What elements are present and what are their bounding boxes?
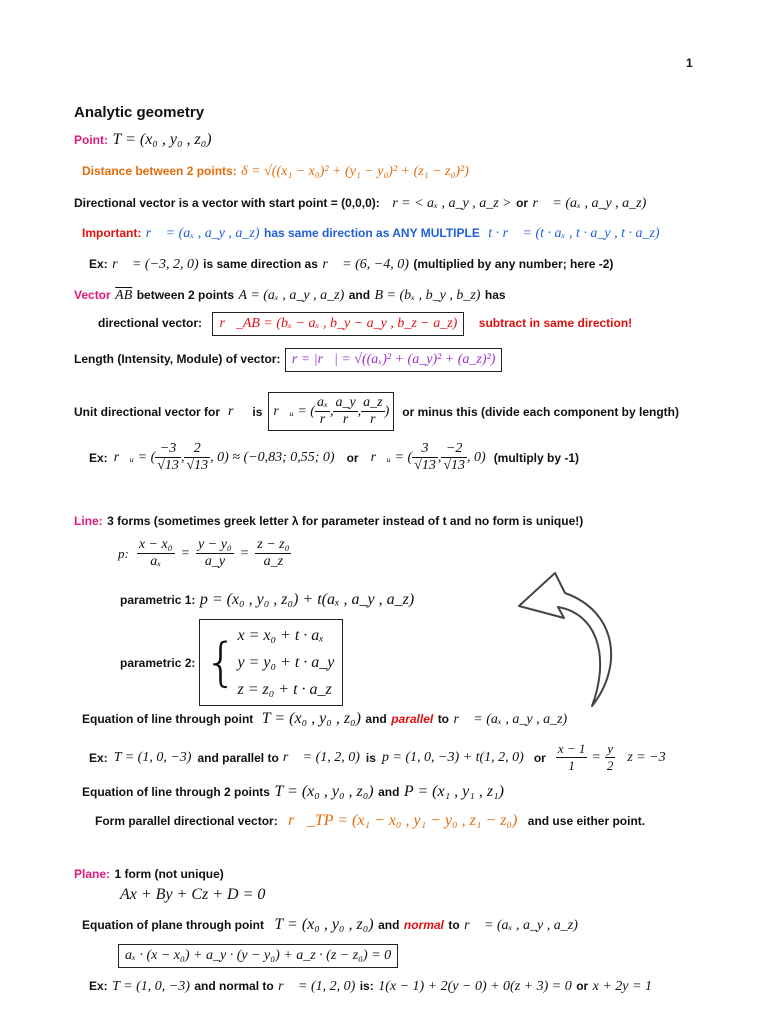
line-p: p: bbox=[118, 545, 129, 561]
point-a: A = (aₓ , a_y , a_z) bbox=[238, 288, 345, 303]
directional-vector-row bbox=[98, 312, 632, 336]
distance-formula: δ = √((x₁ − x₀)² + (y₁ − y₀)² + (z₁ − z₀)²) bbox=[241, 164, 469, 179]
unit-formula-rhs: ) bbox=[384, 403, 390, 419]
ex2-d3: √13 bbox=[414, 458, 436, 473]
line-f3d: a_z bbox=[263, 554, 284, 569]
plane-label: Plane: bbox=[74, 867, 111, 881]
ex2-d2: √13 bbox=[186, 458, 209, 473]
example-4-is: is: bbox=[359, 979, 374, 993]
example-3-text: and parallel to bbox=[197, 750, 279, 765]
ex2-n3: 3 bbox=[412, 441, 438, 458]
directional-formula-1: r = < aₓ , a_y , a_z > bbox=[392, 196, 512, 211]
example-3-result: p = (1, 0, −3) + t(1, 2, 0) bbox=[381, 749, 524, 765]
plane-eq-to: to bbox=[448, 918, 460, 932]
example-2-lhs-2: r⃗ᵤ = ( bbox=[370, 449, 413, 465]
param2-z: z = z₀ + t · a_z bbox=[237, 681, 332, 698]
directional-formula-2: r⃗ = (aₓ , a_y , a_z) bbox=[532, 196, 647, 211]
example-2-or: or bbox=[346, 450, 359, 465]
two-points-P: P = (x₁ , y₁ , z₁) bbox=[403, 783, 504, 800]
line-eq-to: to bbox=[437, 712, 450, 726]
line-frac-1 bbox=[137, 537, 175, 570]
two-points-label: Equation of line through 2 points bbox=[82, 785, 270, 799]
point-row bbox=[74, 131, 212, 149]
unit-den-2: r bbox=[342, 412, 349, 427]
line-f1n: x − x₀ bbox=[138, 537, 173, 552]
unit-formula-box: r⃗ᵤ = ( $\frac{\text{aₓ}}{r}$ , $\frac{a\_y}{r}$ , $\frac{a\_z}{r}$ ) bbox=[268, 392, 394, 431]
point-formula: T = (x₀ , y₀ , z₀) bbox=[112, 131, 212, 148]
form-parallel-formula: r⃗_TP = (x₁ − x₀ , y₁ − y₀ , z₁ − z₀) bbox=[288, 812, 518, 829]
ex2-n4: −2 bbox=[441, 441, 467, 458]
plane-eq-label: Equation of plane through point bbox=[82, 918, 264, 932]
unit-note: or minus this (divide each component by length) bbox=[402, 404, 679, 419]
unit-r: r⃗ bbox=[228, 403, 245, 419]
curved-arrow-icon bbox=[506, 566, 634, 716]
example-3-z: z = −3 bbox=[627, 749, 666, 765]
plane-formula: Ax + By + Cz + D = 0 bbox=[120, 886, 266, 903]
ex2-d4: √13 bbox=[443, 458, 466, 473]
example-2-label: Ex: bbox=[89, 450, 108, 465]
line-f3n: z − z₀ bbox=[257, 537, 290, 552]
brace-glyph: { bbox=[204, 632, 238, 693]
point-b: B = (bₓ , b_y , b_z) bbox=[374, 288, 481, 303]
line-eq-label: Equation of line through point bbox=[82, 712, 254, 726]
plane-row bbox=[74, 865, 224, 883]
line-f2d: a_y bbox=[204, 554, 226, 569]
directional-vector-label: directional vector: bbox=[98, 316, 203, 330]
example-3-eq: = bbox=[591, 749, 601, 765]
example-3-is: is bbox=[365, 750, 376, 765]
vector-row bbox=[74, 286, 506, 304]
example-4-or: or bbox=[576, 979, 589, 993]
page-title: Analytic geometry bbox=[74, 104, 205, 121]
example-1-formula-1: r⃗ = (−3, 2, 0) bbox=[112, 257, 199, 272]
point-label: Point: bbox=[74, 133, 108, 147]
example-4-row bbox=[89, 977, 652, 995]
plane-equation-row bbox=[82, 916, 578, 934]
example-2-frac-1 bbox=[155, 441, 181, 474]
example-3-vector: r⃗ = (1, 2, 0) bbox=[282, 749, 360, 765]
two-points-T: T = (x₀ , y₀ , z₀) bbox=[274, 783, 374, 800]
plane-eq-normal: normal bbox=[403, 918, 444, 932]
subtract-note: subtract in same direction! bbox=[478, 316, 633, 330]
length-formula: r = |r⃗| = √((aₓ)² + (a_y)² + (a_z)²) bbox=[285, 348, 503, 372]
example-2-frac-2 bbox=[184, 441, 210, 474]
directional-row bbox=[74, 194, 646, 212]
example-3-frac-1 bbox=[556, 741, 588, 774]
vector-label: Vector bbox=[74, 288, 111, 302]
example-4-final: x + 2y = 1 bbox=[592, 979, 652, 994]
example-2-frac-3 bbox=[412, 441, 438, 474]
unit-frac-2 bbox=[333, 395, 357, 428]
length-label: Length (Intensity, Module) of vector: bbox=[74, 352, 281, 366]
distance-label: Distance between 2 points: bbox=[82, 164, 237, 178]
example-2-frac-4 bbox=[441, 441, 467, 474]
unit-is: is bbox=[252, 404, 263, 419]
parametric-2-box bbox=[199, 619, 343, 706]
line-eq-and: and bbox=[365, 712, 387, 726]
line-label: Line: bbox=[74, 514, 103, 528]
vector-has: has bbox=[484, 288, 506, 302]
example-1-text-2: (multiplied by any number; here -2) bbox=[413, 257, 614, 271]
unit-frac-1 bbox=[315, 395, 330, 428]
example-4-point: T = (1, 0, −3) bbox=[112, 979, 190, 994]
line-row bbox=[74, 512, 583, 530]
unit-num-2: a_y bbox=[335, 395, 356, 410]
line-equation-row bbox=[82, 710, 567, 728]
important-row bbox=[82, 224, 660, 242]
line-text: 3 forms (sometimes greek letter λ for parameter instead of t and no form is unique!) bbox=[107, 514, 584, 528]
unit-den-1: r bbox=[319, 412, 326, 427]
unit-num-3: a_z bbox=[363, 395, 383, 410]
unit-num-1: aₓ bbox=[316, 395, 328, 410]
example-4-vector: r⃗ = (1, 2, 0) bbox=[278, 979, 356, 994]
directional-text: Directional vector is a vector with start point = (0,0,0): bbox=[74, 196, 380, 210]
plane-eq-and: and bbox=[378, 918, 400, 932]
unit-vector-row bbox=[74, 392, 679, 431]
ex3-gn: y bbox=[605, 741, 616, 758]
line-eq-parallel: parallel bbox=[391, 712, 434, 726]
example-1-text-1: is same direction as bbox=[203, 257, 318, 271]
line-frac-2 bbox=[196, 537, 234, 570]
distance-row bbox=[82, 162, 469, 180]
length-row bbox=[74, 348, 502, 372]
form-parallel-note: and use either point. bbox=[527, 814, 646, 828]
example-4-label: Ex: bbox=[89, 979, 108, 993]
ex2-d1: √13 bbox=[157, 458, 179, 473]
line-symmetric-form: p: $\frac{\text{x − x₀}}{\text{aₓ}}$ = $\frac{\text{y − y₀}}{a\_y}$ = $\frac{\text{z − z₀}}{a\_z}$ bbox=[118, 537, 290, 569]
plane-eq-vector: r⃗ = (aₓ , a_y , a_z) bbox=[464, 918, 578, 933]
two-points-row bbox=[82, 783, 504, 801]
two-points-and: and bbox=[378, 785, 400, 799]
line-frac-3 bbox=[255, 537, 291, 570]
directional-or: or bbox=[516, 196, 529, 210]
line-f2n: y − y₀ bbox=[198, 537, 232, 552]
unit-label: Unit directional vector for bbox=[74, 404, 221, 419]
important-formula-1: r⃗ = (aₓ , a_y , a_z) bbox=[145, 226, 260, 241]
example-2-row: Ex: r⃗ᵤ = ( $\frac{-3}{√13}$ , $\frac{2}{√13}$ , 0) ≈ (−0,83; 0,55; 0) or r⃗ᵤ = ( $\frac{3}{√13}$ , $\frac{-2}{√13}$ , 0) (multiply by -1) bbox=[89, 441, 580, 473]
plane-text: 1 form (not unique) bbox=[114, 867, 224, 881]
param2-y: y = y₀ + t · a_y bbox=[237, 654, 335, 671]
line-eq-vector: r⃗ = (aₓ , a_y , a_z) bbox=[453, 712, 568, 727]
example-4-result: 1(x − 1) + 2(y − 0) + 0(z + 3) = 0 bbox=[378, 979, 572, 994]
example-2-lhs: r⃗ᵤ = ( bbox=[113, 449, 156, 465]
form-parallel-row bbox=[95, 812, 645, 830]
page-number: 1 bbox=[686, 56, 693, 70]
example-3-frac-2 bbox=[605, 741, 616, 774]
form-parallel-label: Form parallel directional vector: bbox=[95, 814, 278, 828]
important-label: Important: bbox=[82, 226, 142, 240]
example-1-label: Ex: bbox=[89, 257, 108, 271]
example-3-label: Ex: bbox=[89, 750, 108, 765]
parametric-2-label: parametric 2: bbox=[120, 655, 196, 670]
unit-den-3: r bbox=[370, 412, 376, 427]
parametric-2-system bbox=[237, 622, 334, 703]
example-3-row bbox=[89, 741, 666, 774]
ex2-n2: 2 bbox=[184, 441, 210, 458]
parametric-2-row bbox=[120, 619, 343, 706]
example-4-text: and normal to bbox=[194, 979, 274, 993]
ex3-fd: 1 bbox=[568, 758, 575, 773]
unit-frac-3 bbox=[361, 395, 384, 428]
parametric-1-label: parametric 1: bbox=[120, 593, 196, 607]
param2-x: x = x₀ + t · aₓ bbox=[237, 627, 324, 644]
plane-eq-point: T = (x₀ , y₀ , z₀) bbox=[274, 916, 374, 933]
line-f1d: aₓ bbox=[150, 554, 162, 569]
plane-boxed-formula: aₓ · (x − x₀) + a_y · (y − y₀) + a_z · (z − z₀) = 0 bbox=[118, 944, 398, 968]
parametric-1-row bbox=[120, 591, 414, 609]
important-text: has same direction as ANY MULTIPLE bbox=[263, 226, 480, 240]
directional-vector-formula: r⃗_AB = (bₓ − aₓ , b_y − a_y , b_z − a_z) bbox=[212, 312, 464, 336]
line-eq-point: T = (x₀ , y₀ , z₀) bbox=[261, 710, 361, 727]
vector-text: between 2 points bbox=[136, 288, 235, 302]
unit-formula-lhs: r⃗ᵤ = ( bbox=[273, 403, 315, 419]
example-1-formula-2: r⃗ = (6, −4, 0) bbox=[322, 257, 409, 272]
ex2-n1: −3 bbox=[155, 441, 181, 458]
example-3-point: T = (1, 0, −3) bbox=[113, 749, 192, 765]
vector-ab: $\overline{AB}$ bbox=[115, 288, 133, 303]
ex3-fn: x − 1 bbox=[557, 741, 586, 756]
example-2-tail-2: , 0) bbox=[467, 449, 486, 465]
example-1-row bbox=[89, 255, 613, 273]
important-formula-2: t · r⃗ = (t · aₓ , t · a_y , t · a_z) bbox=[488, 226, 660, 241]
vector-and: and bbox=[348, 288, 371, 302]
example-2-note: (multiply by -1) bbox=[493, 450, 580, 465]
parametric-1-formula: p = (x₀ , y₀ , z₀) + t(aₓ , a_y , a_z) bbox=[199, 591, 415, 608]
example-2-tail-1: , 0) ≈ (−0,83; 0,55; 0) bbox=[210, 449, 335, 465]
example-3-or: or bbox=[533, 750, 546, 765]
ex3-gd: 2 bbox=[606, 758, 614, 773]
